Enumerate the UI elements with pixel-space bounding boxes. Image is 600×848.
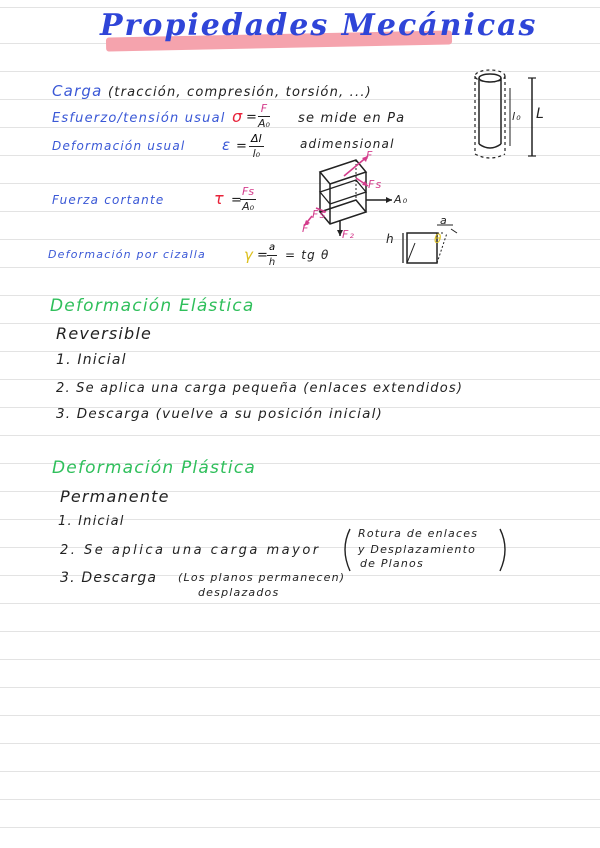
shear-a: a [440, 214, 448, 227]
elastic-heading: Deformación Elástica [50, 296, 255, 316]
shear-theta: θ [434, 232, 443, 246]
cizalla-num: a [267, 241, 277, 256]
elastic-subtitle: Reversible [56, 324, 153, 343]
cortante-den: A₀ [242, 200, 254, 213]
page-title: Propiedades Mecánicas [100, 8, 538, 43]
esfuerzo-note: se mide en Pa [298, 111, 406, 126]
plastic-note-line-1: Rotura de enlaces [358, 527, 479, 540]
elastic-step-1: 1. Inicial [56, 352, 127, 368]
deformacion-label: Deformación usual [52, 139, 186, 153]
plastic-subtitle: Permanente [60, 487, 170, 506]
cube-f-top: F [366, 149, 374, 162]
deformacion-num: Δl [251, 132, 262, 145]
esfuerzo-symbol: σ [232, 107, 244, 126]
plastic-descarga-note-1: (Los planos permanecen) [178, 571, 346, 584]
plastic-heading: Deformación Plástica [52, 458, 256, 478]
cizalla-den: h [268, 257, 276, 268]
cizalla-tail: = tg θ [285, 248, 330, 262]
plastic-step-1: 1. Inicial [58, 514, 125, 529]
cizalla-symbol: γ [244, 246, 255, 264]
deformacion-symbol: ε [222, 136, 232, 154]
plastic-step-2: 2. Se aplica una carga mayor [60, 543, 321, 558]
elastic-step-2: 2. Se aplica una carga pequeña (enlaces extendidos) [56, 381, 464, 396]
deformacion-fraction [249, 132, 264, 161]
esfuerzo-equals: = [246, 110, 259, 125]
plastic-descarga-note-2: desplazados [198, 586, 280, 599]
cortante-equals: = [231, 193, 244, 208]
deformacion-den: l₀ [252, 147, 261, 160]
esfuerzo-den: A₀ [258, 117, 270, 130]
cortante-fraction [240, 185, 256, 214]
cube-fs-left: Fs [312, 208, 327, 221]
esfuerzo-label: Esfuerzo/tensión usual [52, 111, 226, 126]
cizalla-equals: = [257, 248, 270, 263]
cube-f-left: F [302, 222, 310, 235]
cizalla-label: Deformación por cizalla [48, 248, 206, 261]
cube-a0: A₀ [394, 193, 409, 206]
title-block [100, 8, 538, 50]
cylinder-l0-label: l₀ [512, 110, 522, 123]
cortante-symbol: τ [214, 189, 225, 208]
carga-label: Carga [52, 82, 103, 100]
esfuerzo-fraction [258, 102, 270, 131]
cortante-num: Fs [242, 185, 255, 198]
cube-fs-right: Fs [368, 178, 383, 191]
cortante-label: Fuerza cortante [52, 193, 165, 207]
cube-f-bottom: F₂ [342, 228, 356, 241]
plastic-note-line-3: de Planos [360, 557, 424, 570]
plastic-step-3: 3. Descarga [60, 570, 158, 586]
esfuerzo-num: F [258, 102, 270, 117]
elastic-step-3: 3. Descarga (vuelve a su posición inicial) [56, 406, 383, 422]
shear-h: h [386, 232, 395, 246]
deformacion-note: adimensional [300, 137, 395, 151]
carga-note: (tracción, compresión, torsión, ...) [108, 85, 372, 100]
plastic-note-line-2: y Desplazamiento [358, 543, 477, 556]
deformacion-equals: = [236, 139, 249, 154]
cylinder-l-label: L [536, 106, 545, 122]
cizalla-fraction [267, 241, 277, 270]
